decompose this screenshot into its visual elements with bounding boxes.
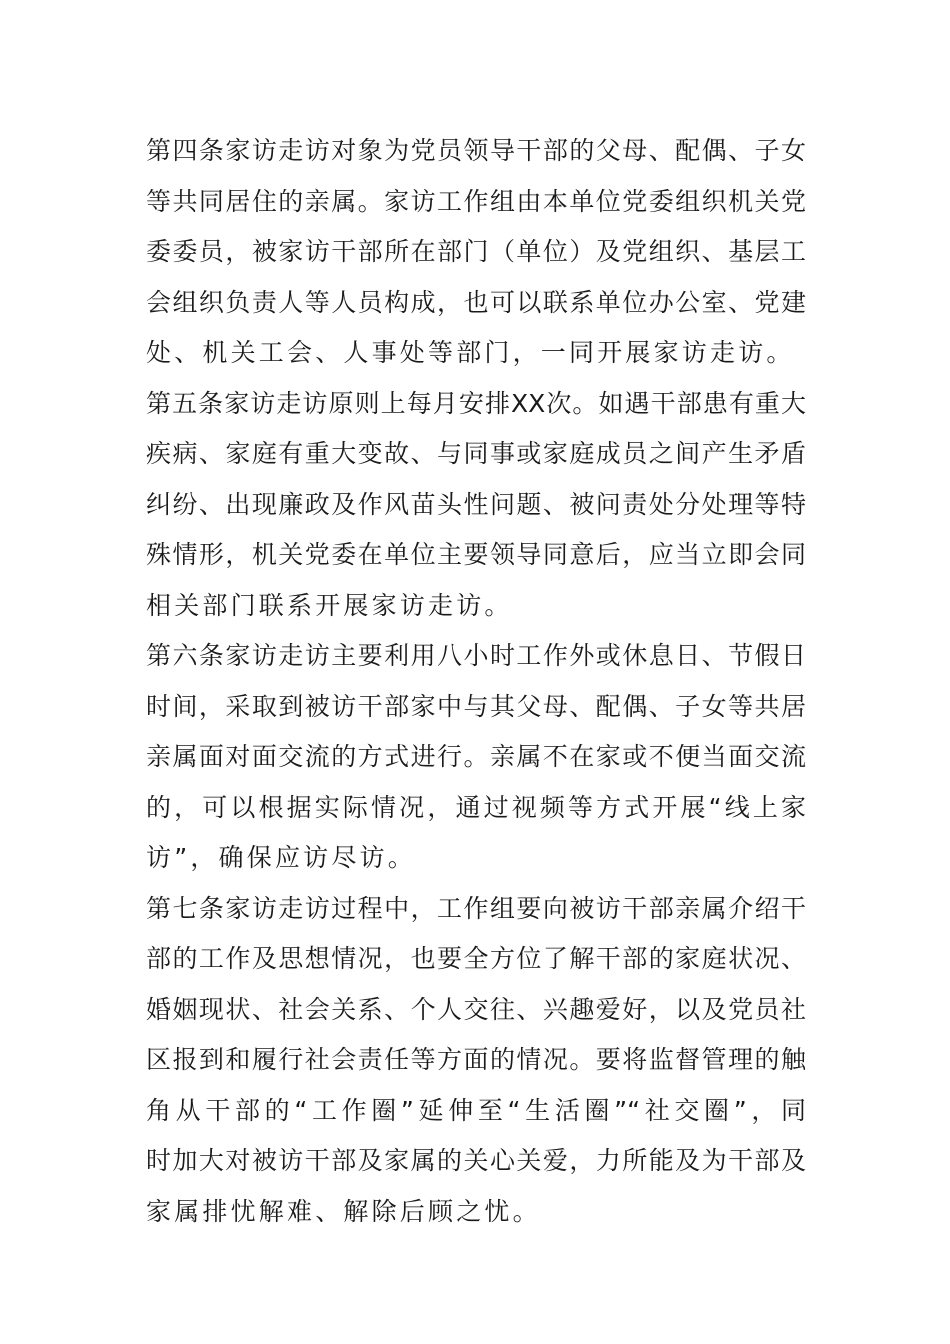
paragraph-article-5: [146, 379, 806, 632]
text-line: 时加大对被访干部及家属的关心关爱，力所能及为干部及: [146, 1146, 806, 1175]
text-line: 亲属面对面交流的方式进行。亲属不在家或不便当面交流: [146, 742, 806, 771]
text-line: 访”，确保应访尽访。: [146, 843, 416, 872]
text-line: 部的工作及思想情况，也要全方位了解干部的家庭状况、: [146, 944, 806, 973]
text-line: 第七条家访走访过程中，工作组要向被访干部亲属介绍干: [146, 893, 806, 923]
text-line: 疾病、家庭有重大变故、与同事或家庭成员之间产生矛盾: [146, 439, 806, 468]
text-line: 角从干部的“工作圈”延伸至“生活圈”“社交圈”，同: [146, 1095, 806, 1125]
text-line: 时间，采取到被访干部家中与其父母、配偶、子女等共居: [146, 691, 806, 721]
document-body: [146, 126, 806, 1237]
text-line: 第四条家访走访对象为党员领导干部的父母、配偶、子女: [146, 136, 806, 165]
text-line: 家属排忧解难、解除后顾之忧。: [146, 1196, 541, 1226]
text-line: 等共同居住的亲属。家访工作组由本单位党委组织机关党: [146, 186, 806, 216]
text-line: 相关部门联系开展家访走访。: [146, 590, 513, 620]
text-line: 第六条家访走访主要利用八小时工作外或休息日、节假日: [146, 641, 806, 670]
text-line: 第五条家访走访原则上每月安排XX次。如遇干部患有重大: [146, 388, 806, 418]
text-line: 处、机关工会、人事处等部门，一同开展家访走访。: [146, 338, 795, 367]
paragraph-article-7: [146, 884, 806, 1238]
text-line: 的，可以根据实际情况，通过视频等方式开展“线上家: [146, 792, 806, 822]
text-line: 纠纷、出现廉政及作风苗头性问题、被问责处分处理等特: [146, 489, 806, 519]
text-line: 殊情形，机关党委在单位主要领导同意后，应当立即会同: [146, 540, 806, 569]
paragraph-article-6: [146, 631, 806, 884]
text-line: 区报到和履行社会责任等方面的情况。要将监督管理的触: [146, 1045, 806, 1074]
text-line: 委委员，被家访干部所在部门（单位）及党组织、基层工: [146, 237, 806, 266]
paragraph-article-4: [146, 126, 806, 379]
text-line: 婚姻现状、社会关系、个人交往、兴趣爱好，以及党员社: [146, 994, 806, 1024]
text-line: 会组织负责人等人员构成，也可以联系单位办公室、党建: [146, 287, 806, 317]
